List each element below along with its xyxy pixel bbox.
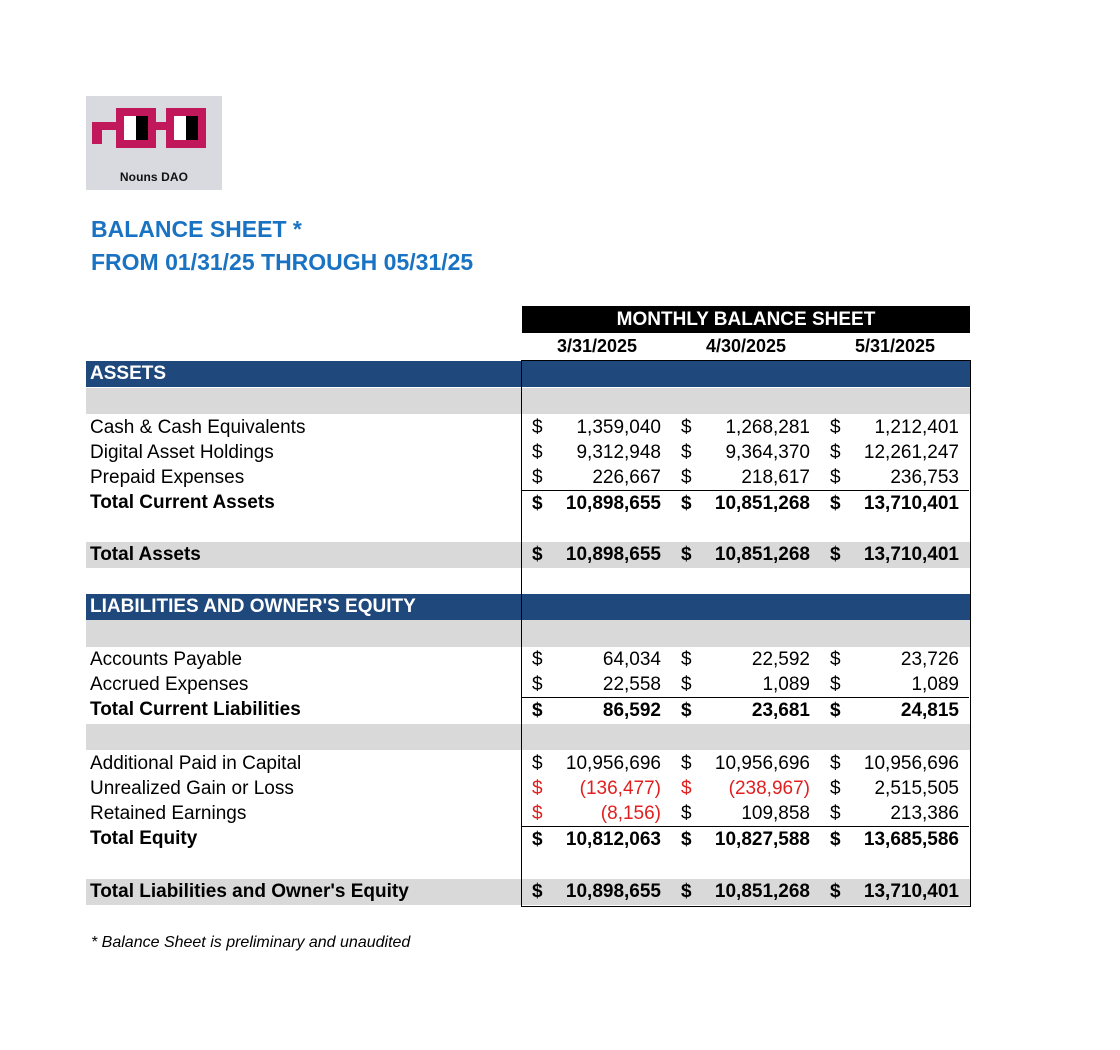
amount: 86,592 [602, 700, 661, 721]
amount: 10,898,655 [565, 544, 661, 565]
amount: (136,477) [579, 778, 661, 799]
value-cell [671, 490, 820, 517]
value-cell [522, 465, 671, 490]
value-cell [671, 647, 820, 672]
spacer-band [86, 620, 970, 647]
currency-symbol: $ [532, 467, 543, 488]
amount: (8,156) [600, 803, 661, 824]
amount: 13,710,401 [863, 493, 959, 514]
row-label: Total Assets [90, 544, 201, 565]
amount: 23,681 [751, 700, 810, 721]
amount: 1,268,281 [725, 417, 810, 438]
amount: 1,089 [911, 674, 959, 695]
amount: 10,956,696 [565, 753, 661, 774]
currency-symbol: $ [681, 649, 692, 670]
amount: 22,592 [751, 649, 810, 670]
value-cell [671, 542, 820, 568]
value-cell [522, 826, 671, 853]
amount: 12,261,247 [863, 442, 959, 463]
currency-symbol: $ [830, 544, 841, 565]
currency-symbol: $ [830, 829, 841, 850]
currency-symbol: $ [532, 829, 543, 850]
value-cell [820, 490, 969, 517]
currency-symbol: $ [830, 803, 841, 824]
amount: 23,726 [900, 649, 959, 670]
value-cell [522, 879, 671, 905]
row-total-equity [86, 826, 970, 852]
row-additional-paid-in-capital [86, 751, 970, 776]
row-total-current-assets [86, 490, 970, 516]
row-label: Additional Paid in Capital [90, 753, 302, 774]
spacer-band [86, 388, 970, 414]
row-digital-assets [86, 440, 970, 465]
currency-symbol: $ [830, 467, 841, 488]
currency-symbol: $ [681, 753, 692, 774]
value-cell [820, 776, 969, 801]
section-liabilities-label: LIABILITIES AND OWNER'S EQUITY [90, 596, 416, 617]
logo-text: Nouns DAO [119, 170, 189, 184]
currency-symbol: $ [532, 649, 543, 670]
value-cell [671, 801, 820, 826]
amount: 218,617 [741, 467, 810, 488]
row-accounts-payable [86, 647, 970, 672]
currency-symbol: $ [532, 803, 543, 824]
value-cell [820, 647, 969, 672]
amount: 10,898,655 [565, 493, 661, 514]
value-cell [820, 826, 969, 853]
currency-symbol: $ [532, 544, 543, 565]
currency-symbol: $ [681, 700, 692, 721]
amount: 10,827,588 [714, 829, 810, 850]
amount: 24,815 [900, 700, 959, 721]
currency-symbol: $ [681, 674, 692, 695]
row-label: Cash & Cash Equivalents [90, 417, 306, 438]
value-cell [522, 801, 671, 826]
currency-symbol: $ [681, 467, 692, 488]
row-label: Retained Earnings [90, 803, 247, 824]
report-title: BALANCE SHEET * [91, 216, 302, 242]
date-header-3: 5/31/2025 [854, 336, 936, 356]
amount: 236,753 [890, 467, 959, 488]
value-cell [671, 465, 820, 490]
row-unrealized-gain-loss [86, 776, 970, 801]
value-cell [671, 826, 820, 853]
amount: 226,667 [592, 467, 661, 488]
currency-symbol: $ [532, 700, 543, 721]
currency-symbol: $ [681, 442, 692, 463]
currency-symbol: $ [830, 753, 841, 774]
currency-symbol: $ [830, 442, 841, 463]
value-cell [820, 751, 969, 776]
row-label: Unrealized Gain or Loss [90, 778, 294, 799]
amount: 213,386 [890, 803, 959, 824]
amount: 10,956,696 [714, 753, 810, 774]
date-header-1: 3/31/2025 [556, 336, 638, 356]
amount: 64,034 [602, 649, 661, 670]
currency-symbol: $ [830, 700, 841, 721]
amount: 13,710,401 [863, 544, 959, 565]
currency-symbol: $ [830, 417, 841, 438]
currency-symbol: $ [681, 544, 692, 565]
amount: 10,851,268 [714, 493, 810, 514]
amount: 10,851,268 [714, 544, 810, 565]
row-label: Digital Asset Holdings [90, 442, 274, 463]
currency-symbol: $ [532, 674, 543, 695]
currency-symbol: $ [532, 493, 543, 514]
spacer-band [86, 724, 970, 750]
row-prepaid-expenses [86, 465, 970, 490]
currency-symbol: $ [532, 417, 543, 438]
value-cell [522, 697, 671, 724]
section-assets-label: ASSETS [90, 363, 167, 384]
currency-symbol: $ [681, 803, 692, 824]
currency-symbol: $ [681, 881, 692, 902]
report-period: FROM 01/31/25 THROUGH 05/31/25 [91, 249, 474, 275]
value-cell [820, 879, 969, 905]
value-cell [820, 697, 969, 724]
currency-symbol: $ [532, 442, 543, 463]
row-retained-earnings [86, 801, 970, 826]
currency-symbol: $ [830, 649, 841, 670]
amount: 9,312,948 [576, 442, 661, 463]
amount: 1,212,401 [874, 417, 959, 438]
value-cell [522, 490, 671, 517]
row-label: Accounts Payable [90, 649, 243, 670]
currency-symbol: $ [830, 881, 841, 902]
value-cell [522, 415, 671, 440]
date-header-2: 4/30/2025 [705, 336, 787, 356]
amount: 10,812,063 [565, 829, 661, 850]
value-cell [820, 542, 969, 568]
noggles-icon [86, 96, 222, 170]
amount: 10,956,696 [863, 753, 959, 774]
currency-symbol: $ [681, 778, 692, 799]
value-cell [671, 697, 820, 724]
currency-symbol: $ [532, 881, 543, 902]
value-cell [671, 879, 820, 905]
row-total-current-liabilities [86, 697, 970, 723]
value-cell [522, 440, 671, 465]
value-cell [671, 776, 820, 801]
amount: 109,858 [741, 803, 810, 824]
section-assets [86, 361, 970, 387]
section-liabilities [86, 594, 970, 620]
row-label: Total Equity [90, 828, 198, 849]
nouns-dao-logo [86, 96, 222, 190]
row-label: Total Current Liabilities [90, 699, 301, 720]
value-cell [522, 776, 671, 801]
value-cell [671, 751, 820, 776]
amount: 9,364,370 [725, 442, 810, 463]
value-cell [820, 672, 969, 697]
value-cell [522, 542, 671, 568]
value-cell [671, 672, 820, 697]
footnote: * Balance Sheet is preliminary and unaudited [91, 934, 411, 951]
currency-symbol: $ [681, 829, 692, 850]
row-total-liabilities-equity [86, 879, 970, 905]
amount: 1,359,040 [576, 417, 661, 438]
value-cell [522, 672, 671, 697]
row-label: Prepaid Expenses [90, 467, 245, 488]
row-label: Accrued Expenses [90, 674, 249, 695]
amount: 2,515,505 [874, 778, 959, 799]
amount: (238,967) [728, 778, 810, 799]
value-cell [522, 647, 671, 672]
value-cell [522, 751, 671, 776]
row-label: Total Liabilities and Owner's Equity [90, 881, 409, 902]
currency-symbol: $ [532, 778, 543, 799]
row-accrued-expenses [86, 672, 970, 697]
amount: 13,685,586 [863, 829, 959, 850]
monthly-balance-sheet-header: MONTHLY BALANCE SHEET [522, 306, 970, 333]
value-cell [671, 415, 820, 440]
amount: 22,558 [602, 674, 661, 695]
row-label: Total Current Assets [90, 492, 275, 513]
value-cell [820, 415, 969, 440]
amount: 10,898,655 [565, 881, 661, 902]
value-cell [820, 440, 969, 465]
amount: 13,710,401 [863, 881, 959, 902]
currency-symbol: $ [830, 674, 841, 695]
currency-symbol: $ [830, 493, 841, 514]
value-cell [820, 801, 969, 826]
row-total-assets [86, 542, 970, 568]
row-cash [86, 415, 970, 440]
value-cell [671, 440, 820, 465]
currency-symbol: $ [830, 778, 841, 799]
amount: 1,089 [762, 674, 810, 695]
amount: 10,851,268 [714, 881, 810, 902]
currency-symbol: $ [532, 753, 543, 774]
currency-symbol: $ [681, 493, 692, 514]
currency-symbol: $ [681, 417, 692, 438]
value-cell [820, 465, 969, 490]
